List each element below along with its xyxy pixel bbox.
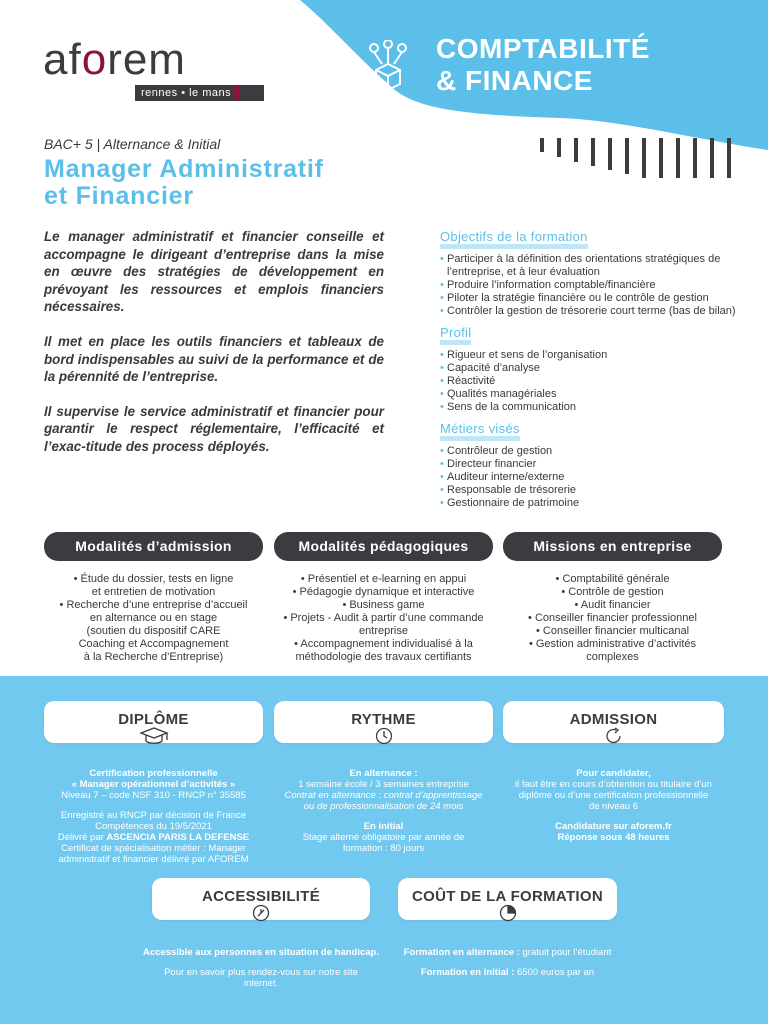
- list-item: • Contrôler la gestion de trésorerie court terme (bas de bilan): [440, 305, 750, 318]
- text-line: • Conseiller financier professionnel: [528, 612, 697, 624]
- objectifs-heading: Objectifs de la formation: [440, 230, 588, 249]
- list-item: • Piloter la stratégie financière ou le contrôle de gestion: [440, 292, 750, 305]
- program-subtitle: BAC+ 5 | Alternance & Initial: [44, 136, 221, 152]
- admission-card: ADMISSION: [503, 701, 724, 743]
- text-line: (soutien du dispositif CARE: [86, 625, 221, 637]
- metiers-heading: Métiers visés: [440, 422, 520, 441]
- accessibilite-info: Accessible aux personnes en situation de handicap. Pour en savoir plus rendez-vous sur notre site internet.: [143, 947, 379, 989]
- text-line: • Comptabilité générale: [555, 573, 670, 585]
- cout-card: COÛT DE LA FORMATION: [398, 878, 617, 920]
- list-item: • Gestionnaire de patrimoine: [440, 497, 750, 510]
- text-line: • Conseiller financier multicanal: [535, 625, 690, 637]
- list-item: • Rigueur et sens de l’organisation: [440, 349, 750, 362]
- text-line: • Accompagnement individualisé à la: [294, 638, 473, 650]
- text-line: • Présentiel et e-learning en appui: [300, 573, 467, 585]
- missions-entreprise-text: [503, 573, 722, 664]
- admission-info: Pour candidater, il faut être en cours d’obtention ou titulaire d’un diplôme ou d’une certification professionnelle de niveau 6 Candidature sur aforem.fr Réponse sous 48 heures: [515, 768, 712, 843]
- logo-wordmark: aforem: [43, 35, 186, 84]
- pie-chart-icon: [498, 904, 518, 922]
- graduation-cap-icon: [139, 727, 169, 745]
- text-line: en alternance ou en stage: [89, 612, 218, 624]
- list-item: • Responsable de trésorerie: [440, 484, 750, 497]
- list-item: • Participer à la définition des orientations stratégiques de l’entreprise, et à leur évaluation: [440, 253, 750, 279]
- profil-list: [440, 349, 750, 414]
- text-line: • Audit financier: [574, 599, 651, 611]
- text-line: méthodologie des travaux certifiants: [295, 651, 472, 663]
- accessibility-icon: [251, 904, 271, 922]
- list-item: • Capacité d’analyse: [440, 362, 750, 375]
- aforem-logo: [43, 35, 265, 101]
- modalites-pedagogiques-text: [268, 573, 499, 664]
- text-line: Coaching et Accompagnement: [78, 638, 229, 650]
- rythme-info: En alternance : 1 semaine école / 3 semaines entreprise Contrat en alternance : contrat d’apprentissage ou de professionnalisation de 24 mois En initial Stage alterné obligatoire par année de formation : 80 jours: [284, 768, 483, 854]
- domain-title: COMPTABILITÉ & FINANCE: [436, 33, 650, 96]
- intro-paragraph: Il supervise le service administratif et financier pour garantir le respect réglementaire, l’efficacité et l’exac-titude des process déployés.: [44, 403, 384, 454]
- list-item: • Contrôleur de gestion: [440, 445, 750, 458]
- intro-paragraph: Le manager administratif et financier conseille et accompagne le dirigeant d’entreprise dans la mise en œuvre des stratégies de développement en prévoyant les ressources et emplois financiers nécessaires.: [44, 229, 384, 315]
- clock-icon: [374, 727, 394, 745]
- modalites-admission-pill: Modalités d’admission: [44, 532, 263, 561]
- list-item: • Auditeur interne/externe: [440, 471, 750, 484]
- list-item: • Sens de la communication: [440, 401, 750, 414]
- profil-heading: Profil: [440, 326, 471, 345]
- diplome-info: Certification professionnelle « Manager opérationnel d’activités » Niveau 7 – code NSF 310 - RNCP n° 35585 Enregistré au RNCP par décision de France Compétences du 19/5/2021 Délivré par ASCENCIA PARIS LA DEFENSE Certificat de spécialisation métier : Manager administratif et financier délivré par AFOREM: [57, 768, 250, 865]
- text-line: et entretien de motivation: [91, 586, 216, 598]
- text-line: à la Recherche d’Entreprise): [83, 651, 224, 663]
- text-line: • Recherche d’une entreprise d’accueil: [59, 599, 248, 611]
- text-line: entreprise: [359, 625, 408, 637]
- text-line: • Contrôle de gestion: [561, 586, 664, 598]
- missions-entreprise-pill: Missions en entreprise: [503, 532, 722, 561]
- diplome-card: DIPLÔME: [44, 701, 263, 743]
- refresh-icon: [604, 727, 624, 745]
- program-title: Manager Administratif et Financier: [44, 155, 324, 210]
- text-line: • Business game: [342, 599, 425, 611]
- intro-paragraph: Il met en place les outils financiers et tableaux de bord indispensables au suivi de la performance et de la pérennité de l’entreprise.: [44, 333, 384, 385]
- decorative-stripes: [540, 138, 740, 180]
- rythme-card: RYTHME: [274, 701, 493, 743]
- text-line: • Étude du dossier, tests en ligne: [73, 573, 234, 585]
- text-line: • Pédagogie dynamique et interactive: [292, 586, 475, 598]
- objectifs-list: [440, 253, 750, 318]
- intro-text: [44, 228, 384, 473]
- modalites-admission-text: [44, 573, 263, 664]
- text-line: • Gestion administrative d’activités: [528, 638, 697, 650]
- logo-subtitle: rennes • le mans: [135, 85, 264, 101]
- text-line: complexes: [586, 651, 639, 663]
- list-item: • Produire l’information comptable/financière: [440, 279, 750, 292]
- list-item: • Directeur financier: [440, 458, 750, 471]
- list-item: • Qualités managériales: [440, 388, 750, 401]
- list-item: • Réactivité: [440, 375, 750, 388]
- modalites-pedagogiques-pill: Modalités pédagogiques: [274, 532, 493, 561]
- program-details: [440, 228, 750, 516]
- cout-info: Formation en alternance : gratuit pour l’étudiant Formation en initial : 6500 euros par an: [403, 947, 612, 978]
- accessibilite-card: ACCESSIBILITÉ: [152, 878, 370, 920]
- text-line: • Projets - Audit à partir d’une commande: [283, 612, 484, 624]
- metiers-list: [440, 445, 750, 510]
- network-box-icon: [368, 40, 408, 92]
